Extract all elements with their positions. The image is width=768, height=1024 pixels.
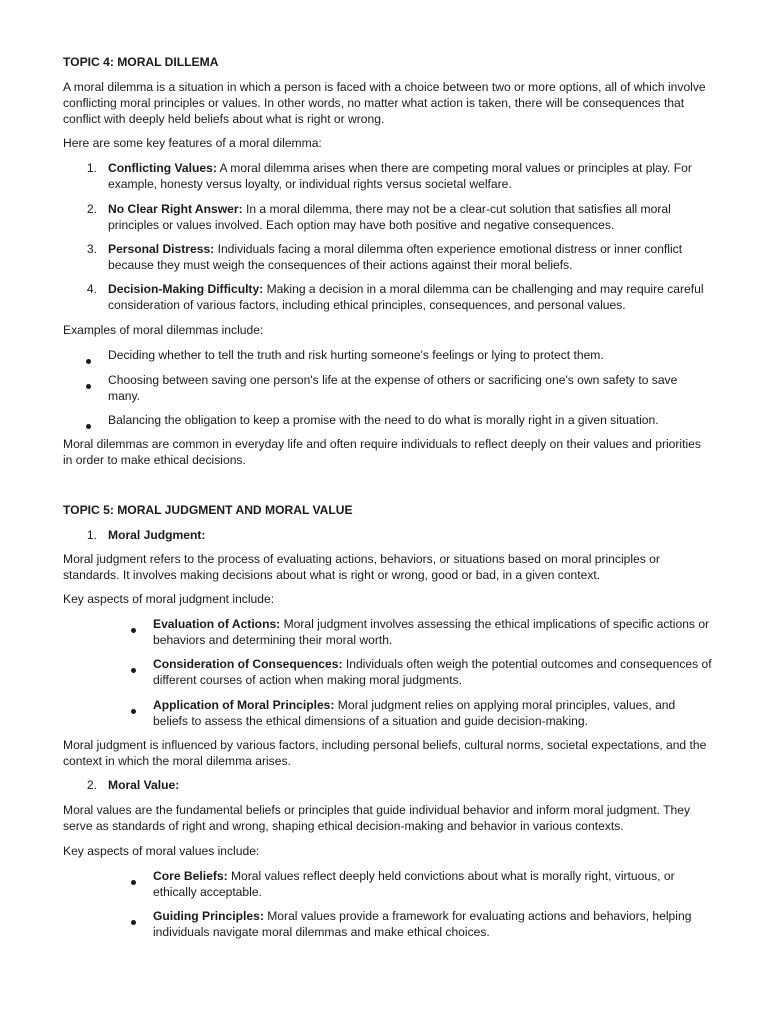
aspect-title: Application of Moral Principles:: [153, 698, 335, 712]
bullet-icon: [86, 352, 91, 368]
bullet-icon: [131, 621, 136, 637]
feature-text: Making a decision in a moral dilemma can be challenging and may require careful consideration of various factors, including ethical principles, consequences, and personal values.: [108, 282, 704, 312]
moral-judgment-definition: Moral judgment refers to the process of evaluating actions, behaviors, or situations based on moral principles or standards. It involves making decisions about what is right or wrong, good or bad, in a given context.: [63, 552, 660, 582]
topic4-closing: Moral dilemmas are common in everyday life and often require individuals to reflect deeply on their values and priorities in order to make ethical decisions.: [63, 437, 701, 467]
feature-title: No Clear Right Answer:: [108, 202, 243, 216]
aspect-item: [153, 908, 713, 940]
moral-judgment-title: Moral Judgment:: [108, 528, 206, 542]
bullet-icon: [86, 377, 91, 393]
bullet-icon: [131, 873, 136, 889]
feature-text: A moral dilemma arises when there are competing moral values or principles at play. For example, honesty versus loyalty, or individual rights versus societal welfare.: [108, 161, 692, 191]
aspect-title: Core Beliefs:: [153, 869, 228, 883]
moral-judgment-closing: Moral judgment is influenced by various factors, including personal beliefs, cultural norms, societal expectations, and the context in which the moral dilemma arises.: [63, 738, 707, 768]
feature-title: Personal Distress:: [108, 242, 215, 256]
aspect-title: Guiding Principles:: [153, 909, 264, 923]
topic4-heading: TOPIC 4: MORAL DILLEMA: [63, 55, 219, 69]
aspect-title: Evaluation of Actions:: [153, 617, 281, 631]
moral-value-definition: Moral values are the fundamental beliefs or principles that guide individual behavior and inform moral judgment. They serve as standards of right and wrong, shaping ethical decision-making and behavior in various contexts.: [63, 803, 690, 833]
list-number: 4.: [86, 282, 97, 296]
aspect-item: [153, 868, 713, 900]
aspect-item: [153, 656, 713, 688]
moral-judgment-lead: Key aspects of moral judgment include:: [63, 592, 275, 606]
example-item: Balancing the obligation to keep a promise with the need to do what is morally right in a given situation.: [108, 413, 659, 427]
list-number: 1.: [86, 161, 97, 175]
aspect-item: [153, 697, 713, 729]
aspect-text: Moral judgment relies on applying moral principles, values, and beliefs to assess the ethical dimensions of a situation and guide decision-making.: [153, 698, 676, 728]
bullet-icon: [131, 913, 136, 929]
topic4-intro: A moral dilemma is a situation in which a person is faced with a choice between two or more options, all of which involve conflicting moral principles or values. In other words, no matter what action is taken, there will be consequences that conflict with deeply held beliefs about what is right or wrong.: [63, 80, 706, 126]
feature-text: In a moral dilemma, there may not be a clear-cut solution that satisfies all moral principles or values involved. Each option may have both positive and negative consequences.: [108, 202, 671, 232]
list-number: 2.: [86, 202, 97, 216]
aspect-text: Moral judgment involves assessing the ethical implications of specific actions or behaviors and determining their moral worth.: [153, 617, 710, 647]
features-lead: Here are some key features of a moral dilemma:: [63, 136, 322, 150]
moral-value-lead: Key aspects of moral values include:: [63, 844, 260, 858]
moral-value-title: Moral Value:: [108, 778, 180, 792]
list-number: 2.: [86, 778, 97, 792]
feature-item: [108, 241, 708, 273]
aspect-text: Moral values reflect deeply held convictions about what is morally right, virtuous, or ethically acceptable.: [153, 869, 675, 899]
feature-item: [108, 201, 708, 233]
feature-title: Conflicting Values:: [108, 161, 217, 175]
list-number: 1.: [86, 528, 97, 542]
bullet-icon: [131, 702, 136, 718]
feature-title: Decision-Making Difficulty:: [108, 282, 264, 296]
aspect-item: [153, 616, 713, 648]
bullet-icon: [131, 661, 136, 677]
bullet-icon: [86, 417, 91, 433]
feature-item: [108, 160, 708, 192]
topic5-heading: TOPIC 5: MORAL JUDGMENT AND MORAL VALUE: [63, 503, 353, 517]
example-item: Deciding whether to tell the truth and risk hurting someone's feelings or lying to protect them.: [108, 348, 604, 362]
feature-item: [108, 281, 708, 313]
example-item: Choosing between saving one person's life at the expense of others or sacrificing one's own safety to save many.: [108, 373, 678, 403]
aspect-text: Individuals often weigh the potential outcomes and consequences of different courses of action when making moral judgments.: [153, 657, 712, 687]
examples-lead: Examples of moral dilemmas include:: [63, 323, 264, 337]
feature-text: Individuals facing a moral dilemma often experience emotional distress or inner conflict because they must weigh the consequences of their actions against their moral beliefs.: [108, 242, 683, 272]
aspect-title: Consideration of Consequences:: [153, 657, 343, 671]
list-number: 3.: [86, 242, 97, 256]
aspect-text: Moral values provide a framework for evaluating actions and behaviors, helping individuals navigate moral dilemmas and make ethical choices.: [153, 909, 692, 939]
